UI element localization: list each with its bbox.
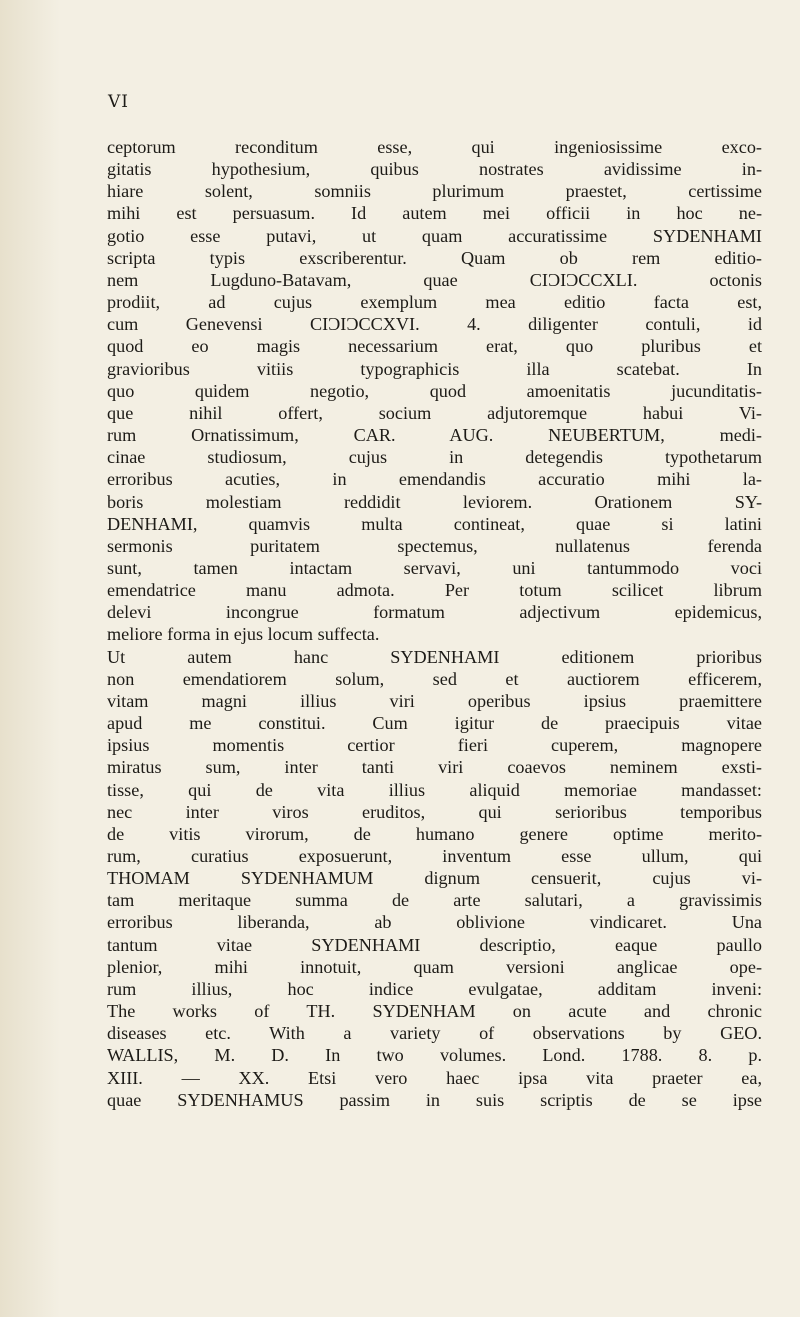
text-line: The works of TH. SYDENHAM on acute and chronic <box>107 1001 762 1022</box>
text-line: rum illius, hoc indice evulgatae, additam inveni: <box>107 978 762 999</box>
text-line: sunt, tamen intactam servavi, uni tantummodo voci <box>107 557 762 578</box>
text-line: quod eo magis necessarium erat, quo pluribus et <box>107 336 762 357</box>
text-line: meliore forma in ejus locum suffecta. <box>107 624 380 645</box>
text-line: gravioribus vitiis typographicis illa scatebat. In <box>107 358 762 379</box>
text-line: ceptorum reconditum esse, qui ingeniosissime exco- <box>107 137 762 157</box>
text-line: gitatis hypothesium, quibus nostrates avidissime in- <box>107 159 762 180</box>
text-line: vitam magni illius viri operibus ipsius praemittere <box>107 690 762 711</box>
text-line: Ut autem hanc SYDENHAMI editionem prioribus <box>107 646 762 667</box>
text-line: rum, curatius exposuerunt, inventum esse ullum, qui <box>107 846 762 866</box>
text-line: DENHAMI, quamvis multa contineat, quae si latini <box>107 513 762 534</box>
text-line: hiare solent, somniis plurimum praestet, certissime <box>107 181 762 202</box>
text-line: tam meritaque summa de arte salutari, a gravissimis <box>107 890 762 911</box>
body-text <box>107 136 762 1111</box>
text-line: boris molestiam reddidit leviorem. Orationem SY- <box>107 491 762 512</box>
text-line: rum Ornatissimum, CAR. AUG. NEUBERTUM, medi- <box>107 425 762 446</box>
text-line: gotio esse putavi, ut quam accuratissime SYDENHAMI <box>107 225 762 246</box>
text-line: THOMAM SYDENHAMUM dignum censuerit, cujus vi- <box>107 868 762 889</box>
text-line: non emendatiorem solum, sed et auctiorem efficerem, <box>107 668 762 689</box>
text-line: scripta typis exscriberentur. Quam ob rem editio- <box>107 247 762 268</box>
text-line: que nihil offert, socium adjutoremque habui Vi- <box>107 402 762 423</box>
text-line: miratus sum, inter tanti viri coaevos neminem exsti- <box>107 757 762 778</box>
text-line: diseases etc. With a variety of observations by GEO. <box>107 1023 762 1044</box>
text-line: XIII. — XX. Etsi vero haec ipsa vita praeter ea, <box>107 1067 762 1088</box>
text-line: plenior, mihi innotuit, quam versioni anglicae ope- <box>107 956 762 977</box>
page-edge-shading <box>0 0 60 1317</box>
text-line: cum Genevensi CIƆIƆCCXVI. 4. diligenter contuli, id <box>107 314 762 335</box>
page-number: VI <box>108 92 129 112</box>
text-line: tisse, qui de vita illius aliquid memoriae mandasset: <box>107 779 762 800</box>
text-line: tantum vitae SYDENHAMI descriptio, eaque paullo <box>107 934 762 955</box>
text-line: cinae studiosum, cujus in detegendis typothetarum <box>107 447 762 468</box>
text-line: sermonis puritatem spectemus, nullatenus ferenda <box>107 535 762 556</box>
text-line: mihi est persuasum. Id autem mei officii in hoc ne- <box>107 203 762 224</box>
text-line: quae SYDENHAMUS passim in suis scriptis de se ipse <box>107 1089 762 1110</box>
text-line: apud me constitui. Cum igitur de praecipuis vitae <box>107 713 762 734</box>
text-line: prodiit, ad cujus exemplum mea editio facta est, <box>107 292 762 313</box>
text-line: delevi incongrue formatum adjectivum epidemicus, <box>107 602 762 623</box>
text-line: quo quidem negotio, quod amoenitatis jucunditatis- <box>107 380 762 401</box>
text-line: de vitis virorum, de humano genere optime merito- <box>107 823 762 844</box>
text-line: erroribus acuties, in emendandis accuratio mihi la- <box>107 469 762 490</box>
text-line: nec inter viros eruditos, qui serioribus temporibus <box>107 801 762 822</box>
text-line: nem Lugduno-Batavam, quae CIƆIƆCCXLI. octonis <box>107 269 762 290</box>
text-line: WALLIS, M. D. In two volumes. Lond. 1788. 8. p. <box>107 1045 762 1066</box>
text-line: ipsius momentis certior fieri cuperem, magnopere <box>107 735 762 756</box>
text-line: erroribus liberanda, ab oblivione vindicaret. Una <box>107 912 762 933</box>
text-line: emendatrice manu admota. Per totum scilicet librum <box>107 580 762 601</box>
